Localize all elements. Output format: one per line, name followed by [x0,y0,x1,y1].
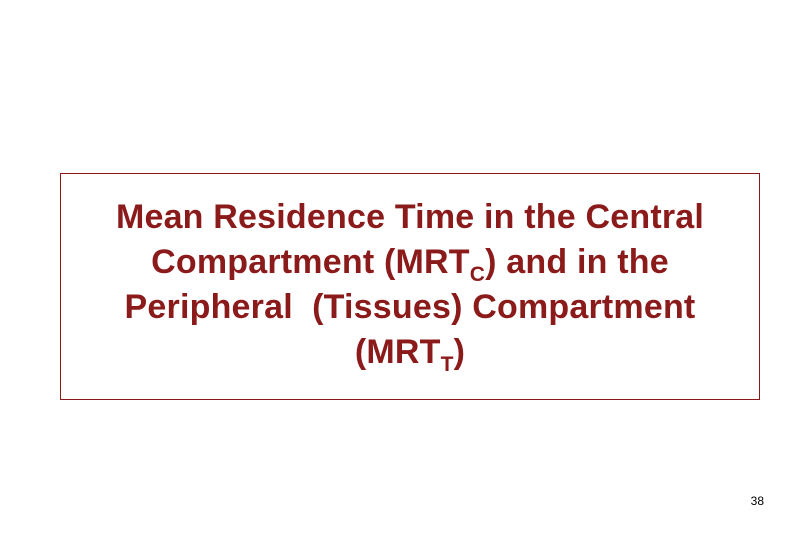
title-line-4-end: ) [453,333,466,371]
title-line-4-start: (MRT [354,333,441,371]
subscript-c: C [469,263,486,286]
subscript-t: T [440,353,454,376]
slide-title [61,195,759,375]
title-line-2 [61,240,759,285]
title-line-3: Peripheral (Tissues) Compartment [124,288,696,326]
title-line-2-start: Compartment (MRT [151,243,470,281]
title-line-2-end: ) and in the [485,243,669,281]
slide-number: 38 [750,494,764,508]
title-line-4 [61,330,759,375]
title-line-1: Mean Residence Time in the Central [115,198,705,236]
title-box [60,173,760,400]
